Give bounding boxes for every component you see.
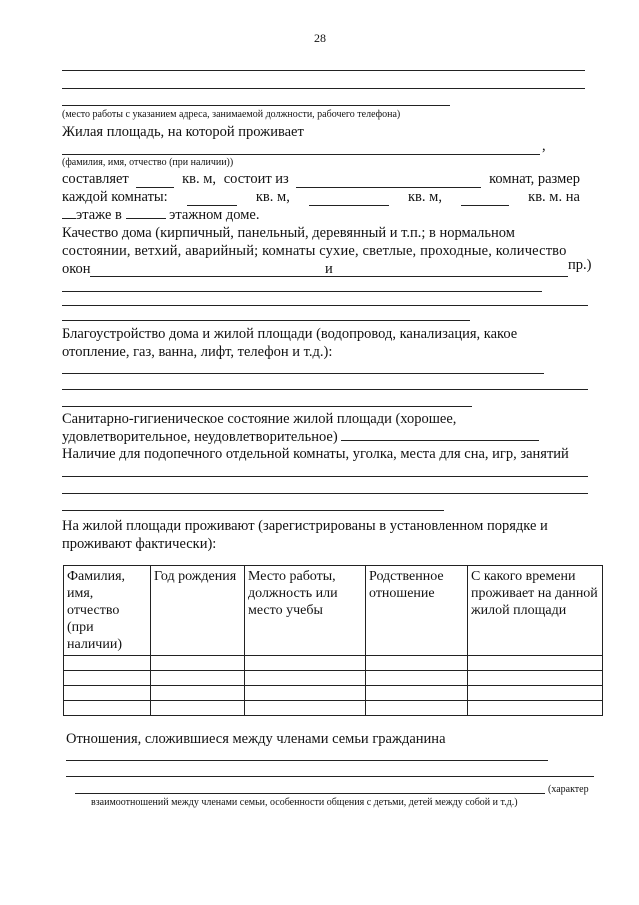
room-sizes-row xyxy=(62,189,580,206)
storey-house: этажном доме. xyxy=(169,207,260,223)
character-note-2: взаимоотношений между членами семьи, особенности общения с детьми, детей между собой и т.д.) xyxy=(91,797,518,808)
consists-of: состоит из xyxy=(223,171,289,187)
residents-text-1: На жилой площади проживают (зарегистрированы в установленном порядке и xyxy=(62,518,548,534)
page-number: 28 xyxy=(314,31,326,45)
quality-line-1 xyxy=(62,225,595,242)
room-presence: Наличие для подопечного отдельной комнаты, уголка, места для сна, игр, занятий xyxy=(62,446,569,462)
blank-line xyxy=(62,389,588,390)
rooms-blank xyxy=(296,171,481,188)
sanitary-text-2: удовлетворительное, неудовлетворительное) xyxy=(62,429,338,445)
floor-blank xyxy=(62,218,76,219)
table-row[interactable] xyxy=(64,686,603,701)
each-room: каждой комнаты: xyxy=(62,189,168,205)
blank-line xyxy=(62,70,585,71)
table-row[interactable] xyxy=(64,701,603,716)
amenities-line-2: отопление, газ, ванна, лифт, телефон и т.д.): xyxy=(62,344,333,360)
relations-label: Отношения, сложившиеся между членами семьи гражданина xyxy=(66,731,446,747)
quality-text-1: Качество дома (кирпичный, панельный, деревянный и т.п.; в нормальном xyxy=(62,225,515,241)
windows-label: окон xyxy=(62,261,91,277)
sqm1: кв. м, xyxy=(255,189,290,205)
living-space-label: Жилая площадь, на которой проживает xyxy=(62,124,304,140)
and-label: и xyxy=(325,261,333,277)
area-blank xyxy=(136,171,174,188)
sqm-label: кв. м, xyxy=(182,171,217,187)
sanitary-line-2 xyxy=(62,429,539,446)
table-header-row xyxy=(64,566,603,656)
floor-in: этаже в xyxy=(76,207,122,223)
header-fio: Фамилия, имя, отчество (при наличии) xyxy=(64,566,151,656)
header-since: С какого времени проживает на данной жилой площади xyxy=(468,566,603,656)
residents-line-1 xyxy=(62,518,598,535)
workplace-note: (место работы с указанием адреса, занимаемой должности, рабочего телефона) xyxy=(62,109,401,120)
blank-line xyxy=(62,105,450,106)
blank-line xyxy=(90,276,568,277)
etc-label: пр.) xyxy=(568,257,592,273)
table-row[interactable] xyxy=(64,671,603,686)
floor-row xyxy=(62,207,260,224)
blank-line xyxy=(62,493,588,494)
blank-line xyxy=(62,406,472,407)
room2-blank xyxy=(309,189,389,206)
blank-line xyxy=(62,373,544,374)
sqm-na: кв. м. на xyxy=(528,189,580,205)
header-birth-year: Год рождения xyxy=(151,566,245,656)
blank-line xyxy=(62,154,540,155)
residents-table xyxy=(63,565,603,716)
blank-line xyxy=(66,776,594,777)
residents-line-2: проживают фактически): xyxy=(62,536,217,552)
comma: , xyxy=(542,138,546,154)
character-note: (характер xyxy=(548,784,589,795)
header-relation: Родственное отношение xyxy=(366,566,468,656)
composed-of: составляет xyxy=(62,171,129,187)
storeys-blank xyxy=(126,218,166,219)
area-row xyxy=(62,171,580,188)
sanitary-line-1: Санитарно-гигиеническое состояние жилой площади (хорошее, xyxy=(62,411,457,427)
blank-line xyxy=(62,320,470,321)
fio-note: (фамилия, имя, отчество (при наличии)) xyxy=(62,157,234,168)
rooms-size: комнат, размер xyxy=(489,171,580,187)
sanitary-blank xyxy=(341,440,539,441)
blank-line xyxy=(75,793,545,794)
blank-line xyxy=(62,88,585,89)
blank-line xyxy=(62,291,542,292)
header-workplace: Место работы, должность или место учебы xyxy=(245,566,366,656)
blank-line xyxy=(62,510,444,511)
table-row[interactable] xyxy=(64,656,603,671)
sqm2: кв. м, xyxy=(408,189,442,205)
blank-line xyxy=(62,305,588,306)
blank-line xyxy=(62,476,588,477)
amenities-line-1: Благоустройство дома и жилой площади (водопровод, канализация, какое xyxy=(62,326,518,342)
room3-blank xyxy=(461,189,509,206)
room1-blank xyxy=(187,189,237,206)
quality-line-2: состоянии, ветхий, аварийный; комнаты сухие, светлые, проходные, количество xyxy=(62,243,567,259)
blank-line xyxy=(66,760,548,761)
